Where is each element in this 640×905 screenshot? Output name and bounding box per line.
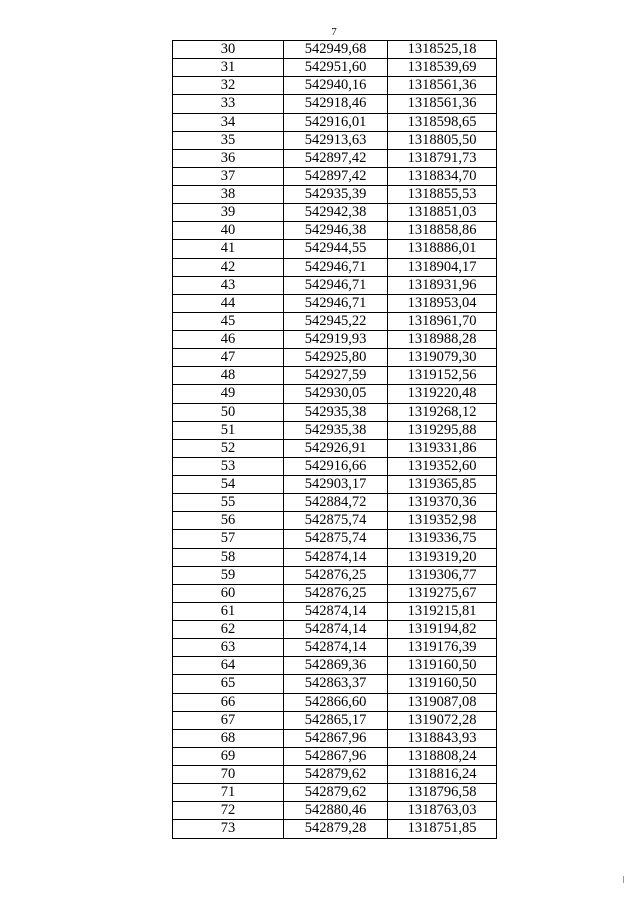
- x-coordinate-cell: 542949,68: [284, 41, 388, 59]
- table-row: [173, 367, 497, 385]
- table-row: [173, 349, 497, 367]
- y-coordinate-cell: 1318904,17: [388, 258, 497, 276]
- point-number-cell: 44: [173, 294, 284, 312]
- x-coordinate-cell: 542935,39: [284, 186, 388, 204]
- table-row: [173, 403, 497, 421]
- table-row: [173, 494, 497, 512]
- point-number-cell: 54: [173, 476, 284, 494]
- y-coordinate-cell: 1318763,03: [388, 802, 497, 820]
- x-coordinate-cell: 542903,17: [284, 476, 388, 494]
- point-number-cell: 65: [173, 675, 284, 693]
- x-coordinate-cell: 542874,14: [284, 548, 388, 566]
- y-coordinate-cell: 1318796,58: [388, 784, 497, 802]
- y-coordinate-cell: 1319306,77: [388, 566, 497, 584]
- table-row: [173, 784, 497, 802]
- y-coordinate-cell: 1319365,85: [388, 476, 497, 494]
- table-row: [173, 711, 497, 729]
- x-coordinate-cell: 542874,14: [284, 602, 388, 620]
- point-number-cell: 33: [173, 95, 284, 113]
- point-number-cell: 39: [173, 204, 284, 222]
- point-number-cell: 30: [173, 41, 284, 59]
- y-coordinate-cell: 1319268,12: [388, 403, 497, 421]
- point-number-cell: 63: [173, 639, 284, 657]
- table-row: [173, 802, 497, 820]
- y-coordinate-cell: 1318855,53: [388, 186, 497, 204]
- table-row: [173, 95, 497, 113]
- y-coordinate-cell: 1319160,50: [388, 675, 497, 693]
- coordinates-table-body: [173, 41, 497, 839]
- x-coordinate-cell: 542879,62: [284, 784, 388, 802]
- table-row: [173, 548, 497, 566]
- point-number-cell: 68: [173, 729, 284, 747]
- x-coordinate-cell: 542946,71: [284, 258, 388, 276]
- point-number-cell: 46: [173, 331, 284, 349]
- point-number-cell: 62: [173, 621, 284, 639]
- x-coordinate-cell: 542876,25: [284, 566, 388, 584]
- table-row: [173, 294, 497, 312]
- x-coordinate-cell: 542880,46: [284, 802, 388, 820]
- table-row: [173, 222, 497, 240]
- point-number-cell: 70: [173, 766, 284, 784]
- x-coordinate-cell: 542875,74: [284, 530, 388, 548]
- y-coordinate-cell: 1318808,24: [388, 747, 497, 765]
- x-coordinate-cell: 542866,60: [284, 693, 388, 711]
- x-coordinate-cell: 542867,96: [284, 747, 388, 765]
- x-coordinate-cell: 542875,74: [284, 512, 388, 530]
- table-row: [173, 240, 497, 258]
- point-number-cell: 51: [173, 421, 284, 439]
- x-coordinate-cell: 542935,38: [284, 421, 388, 439]
- point-number-cell: 35: [173, 131, 284, 149]
- table-row: [173, 457, 497, 475]
- x-coordinate-cell: 542874,14: [284, 621, 388, 639]
- point-number-cell: 55: [173, 494, 284, 512]
- point-number-cell: 56: [173, 512, 284, 530]
- x-coordinate-cell: 542884,72: [284, 494, 388, 512]
- table-row: [173, 421, 497, 439]
- x-coordinate-cell: 542879,62: [284, 766, 388, 784]
- point-number-cell: 49: [173, 385, 284, 403]
- table-row: [173, 530, 497, 548]
- table-row: [173, 186, 497, 204]
- page-number: 7: [331, 26, 337, 38]
- table-row: [173, 820, 497, 838]
- point-number-cell: 64: [173, 657, 284, 675]
- y-coordinate-cell: 1318931,96: [388, 276, 497, 294]
- point-number-cell: 42: [173, 258, 284, 276]
- y-coordinate-cell: 1319295,88: [388, 421, 497, 439]
- table-row: [173, 167, 497, 185]
- x-coordinate-cell: 542945,22: [284, 312, 388, 330]
- table-row: [173, 512, 497, 530]
- y-coordinate-cell: 1319275,67: [388, 584, 497, 602]
- table-row: [173, 439, 497, 457]
- table-row: [173, 729, 497, 747]
- point-number-cell: 53: [173, 457, 284, 475]
- x-coordinate-cell: 542946,38: [284, 222, 388, 240]
- y-coordinate-cell: 1319220,48: [388, 385, 497, 403]
- point-number-cell: 72: [173, 802, 284, 820]
- x-coordinate-cell: 542925,80: [284, 349, 388, 367]
- point-number-cell: 41: [173, 240, 284, 258]
- y-coordinate-cell: 1319215,81: [388, 602, 497, 620]
- point-number-cell: 60: [173, 584, 284, 602]
- y-coordinate-cell: 1318539,69: [388, 59, 497, 77]
- y-coordinate-cell: 1319194,82: [388, 621, 497, 639]
- table-row: [173, 639, 497, 657]
- table-row: [173, 747, 497, 765]
- table-row: [173, 476, 497, 494]
- y-coordinate-cell: 1319352,98: [388, 512, 497, 530]
- point-number-cell: 66: [173, 693, 284, 711]
- x-coordinate-cell: 542865,17: [284, 711, 388, 729]
- table-row: [173, 258, 497, 276]
- table-row: [173, 385, 497, 403]
- y-coordinate-cell: 1318791,73: [388, 149, 497, 167]
- y-coordinate-cell: 1318858,86: [388, 222, 497, 240]
- x-coordinate-cell: 542926,91: [284, 439, 388, 457]
- x-coordinate-cell: 542897,42: [284, 149, 388, 167]
- table-row: [173, 131, 497, 149]
- y-coordinate-cell: 1319079,30: [388, 349, 497, 367]
- y-coordinate-cell: 1318805,50: [388, 131, 497, 149]
- table-row: [173, 113, 497, 131]
- table-row: [173, 41, 497, 59]
- x-coordinate-cell: 542927,59: [284, 367, 388, 385]
- x-coordinate-cell: 542918,46: [284, 95, 388, 113]
- y-coordinate-cell: 1319352,60: [388, 457, 497, 475]
- y-coordinate-cell: 1318851,03: [388, 204, 497, 222]
- y-coordinate-cell: 1319331,86: [388, 439, 497, 457]
- y-coordinate-cell: 1318751,85: [388, 820, 497, 838]
- y-coordinate-cell: 1318886,01: [388, 240, 497, 258]
- x-coordinate-cell: 542874,14: [284, 639, 388, 657]
- point-number-cell: 52: [173, 439, 284, 457]
- x-coordinate-cell: 542867,96: [284, 729, 388, 747]
- coordinates-table: [172, 40, 497, 839]
- table-row: [173, 675, 497, 693]
- x-coordinate-cell: 542951,60: [284, 59, 388, 77]
- point-number-cell: 58: [173, 548, 284, 566]
- table-row: [173, 312, 497, 330]
- x-coordinate-cell: 542916,66: [284, 457, 388, 475]
- y-coordinate-cell: 1319319,20: [388, 548, 497, 566]
- point-number-cell: 50: [173, 403, 284, 421]
- y-coordinate-cell: 1319087,08: [388, 693, 497, 711]
- y-coordinate-cell: 1319336,75: [388, 530, 497, 548]
- point-number-cell: 67: [173, 711, 284, 729]
- point-number-cell: 31: [173, 59, 284, 77]
- y-coordinate-cell: 1319160,50: [388, 657, 497, 675]
- table-row: [173, 766, 497, 784]
- point-number-cell: 32: [173, 77, 284, 95]
- table-row: [173, 566, 497, 584]
- point-number-cell: 43: [173, 276, 284, 294]
- y-coordinate-cell: 1318525,18: [388, 41, 497, 59]
- point-number-cell: 38: [173, 186, 284, 204]
- x-coordinate-cell: 542935,38: [284, 403, 388, 421]
- x-coordinate-cell: 542897,42: [284, 167, 388, 185]
- scan-edge-mark: [623, 876, 624, 883]
- y-coordinate-cell: 1318988,28: [388, 331, 497, 349]
- x-coordinate-cell: 542876,25: [284, 584, 388, 602]
- y-coordinate-cell: 1319072,28: [388, 711, 497, 729]
- y-coordinate-cell: 1318561,36: [388, 95, 497, 113]
- point-number-cell: 48: [173, 367, 284, 385]
- point-number-cell: 36: [173, 149, 284, 167]
- x-coordinate-cell: 542946,71: [284, 276, 388, 294]
- y-coordinate-cell: 1318816,24: [388, 766, 497, 784]
- x-coordinate-cell: 542913,63: [284, 131, 388, 149]
- x-coordinate-cell: 542944,55: [284, 240, 388, 258]
- point-number-cell: 71: [173, 784, 284, 802]
- table-row: [173, 602, 497, 620]
- table-row: [173, 77, 497, 95]
- table-row: [173, 149, 497, 167]
- point-number-cell: 45: [173, 312, 284, 330]
- x-coordinate-cell: 542863,37: [284, 675, 388, 693]
- point-number-cell: 34: [173, 113, 284, 131]
- y-coordinate-cell: 1319176,39: [388, 639, 497, 657]
- y-coordinate-cell: 1319370,36: [388, 494, 497, 512]
- x-coordinate-cell: 542940,16: [284, 77, 388, 95]
- x-coordinate-cell: 542946,71: [284, 294, 388, 312]
- x-coordinate-cell: 542916,01: [284, 113, 388, 131]
- point-number-cell: 61: [173, 602, 284, 620]
- point-number-cell: 57: [173, 530, 284, 548]
- table-row: [173, 204, 497, 222]
- point-number-cell: 59: [173, 566, 284, 584]
- table-row: [173, 59, 497, 77]
- y-coordinate-cell: 1318953,04: [388, 294, 497, 312]
- x-coordinate-cell: 542930,05: [284, 385, 388, 403]
- table-row: [173, 331, 497, 349]
- table-row: [173, 584, 497, 602]
- table-row: [173, 693, 497, 711]
- point-number-cell: 40: [173, 222, 284, 240]
- y-coordinate-cell: 1319152,56: [388, 367, 497, 385]
- point-number-cell: 37: [173, 167, 284, 185]
- table-row: [173, 276, 497, 294]
- y-coordinate-cell: 1318598,65: [388, 113, 497, 131]
- point-number-cell: 73: [173, 820, 284, 838]
- x-coordinate-cell: 542879,28: [284, 820, 388, 838]
- y-coordinate-cell: 1318834,70: [388, 167, 497, 185]
- table-row: [173, 657, 497, 675]
- y-coordinate-cell: 1318961,70: [388, 312, 497, 330]
- x-coordinate-cell: 542942,38: [284, 204, 388, 222]
- x-coordinate-cell: 542919,93: [284, 331, 388, 349]
- y-coordinate-cell: 1318843,93: [388, 729, 497, 747]
- x-coordinate-cell: 542869,36: [284, 657, 388, 675]
- y-coordinate-cell: 1318561,36: [388, 77, 497, 95]
- point-number-cell: 69: [173, 747, 284, 765]
- table-row: [173, 621, 497, 639]
- point-number-cell: 47: [173, 349, 284, 367]
